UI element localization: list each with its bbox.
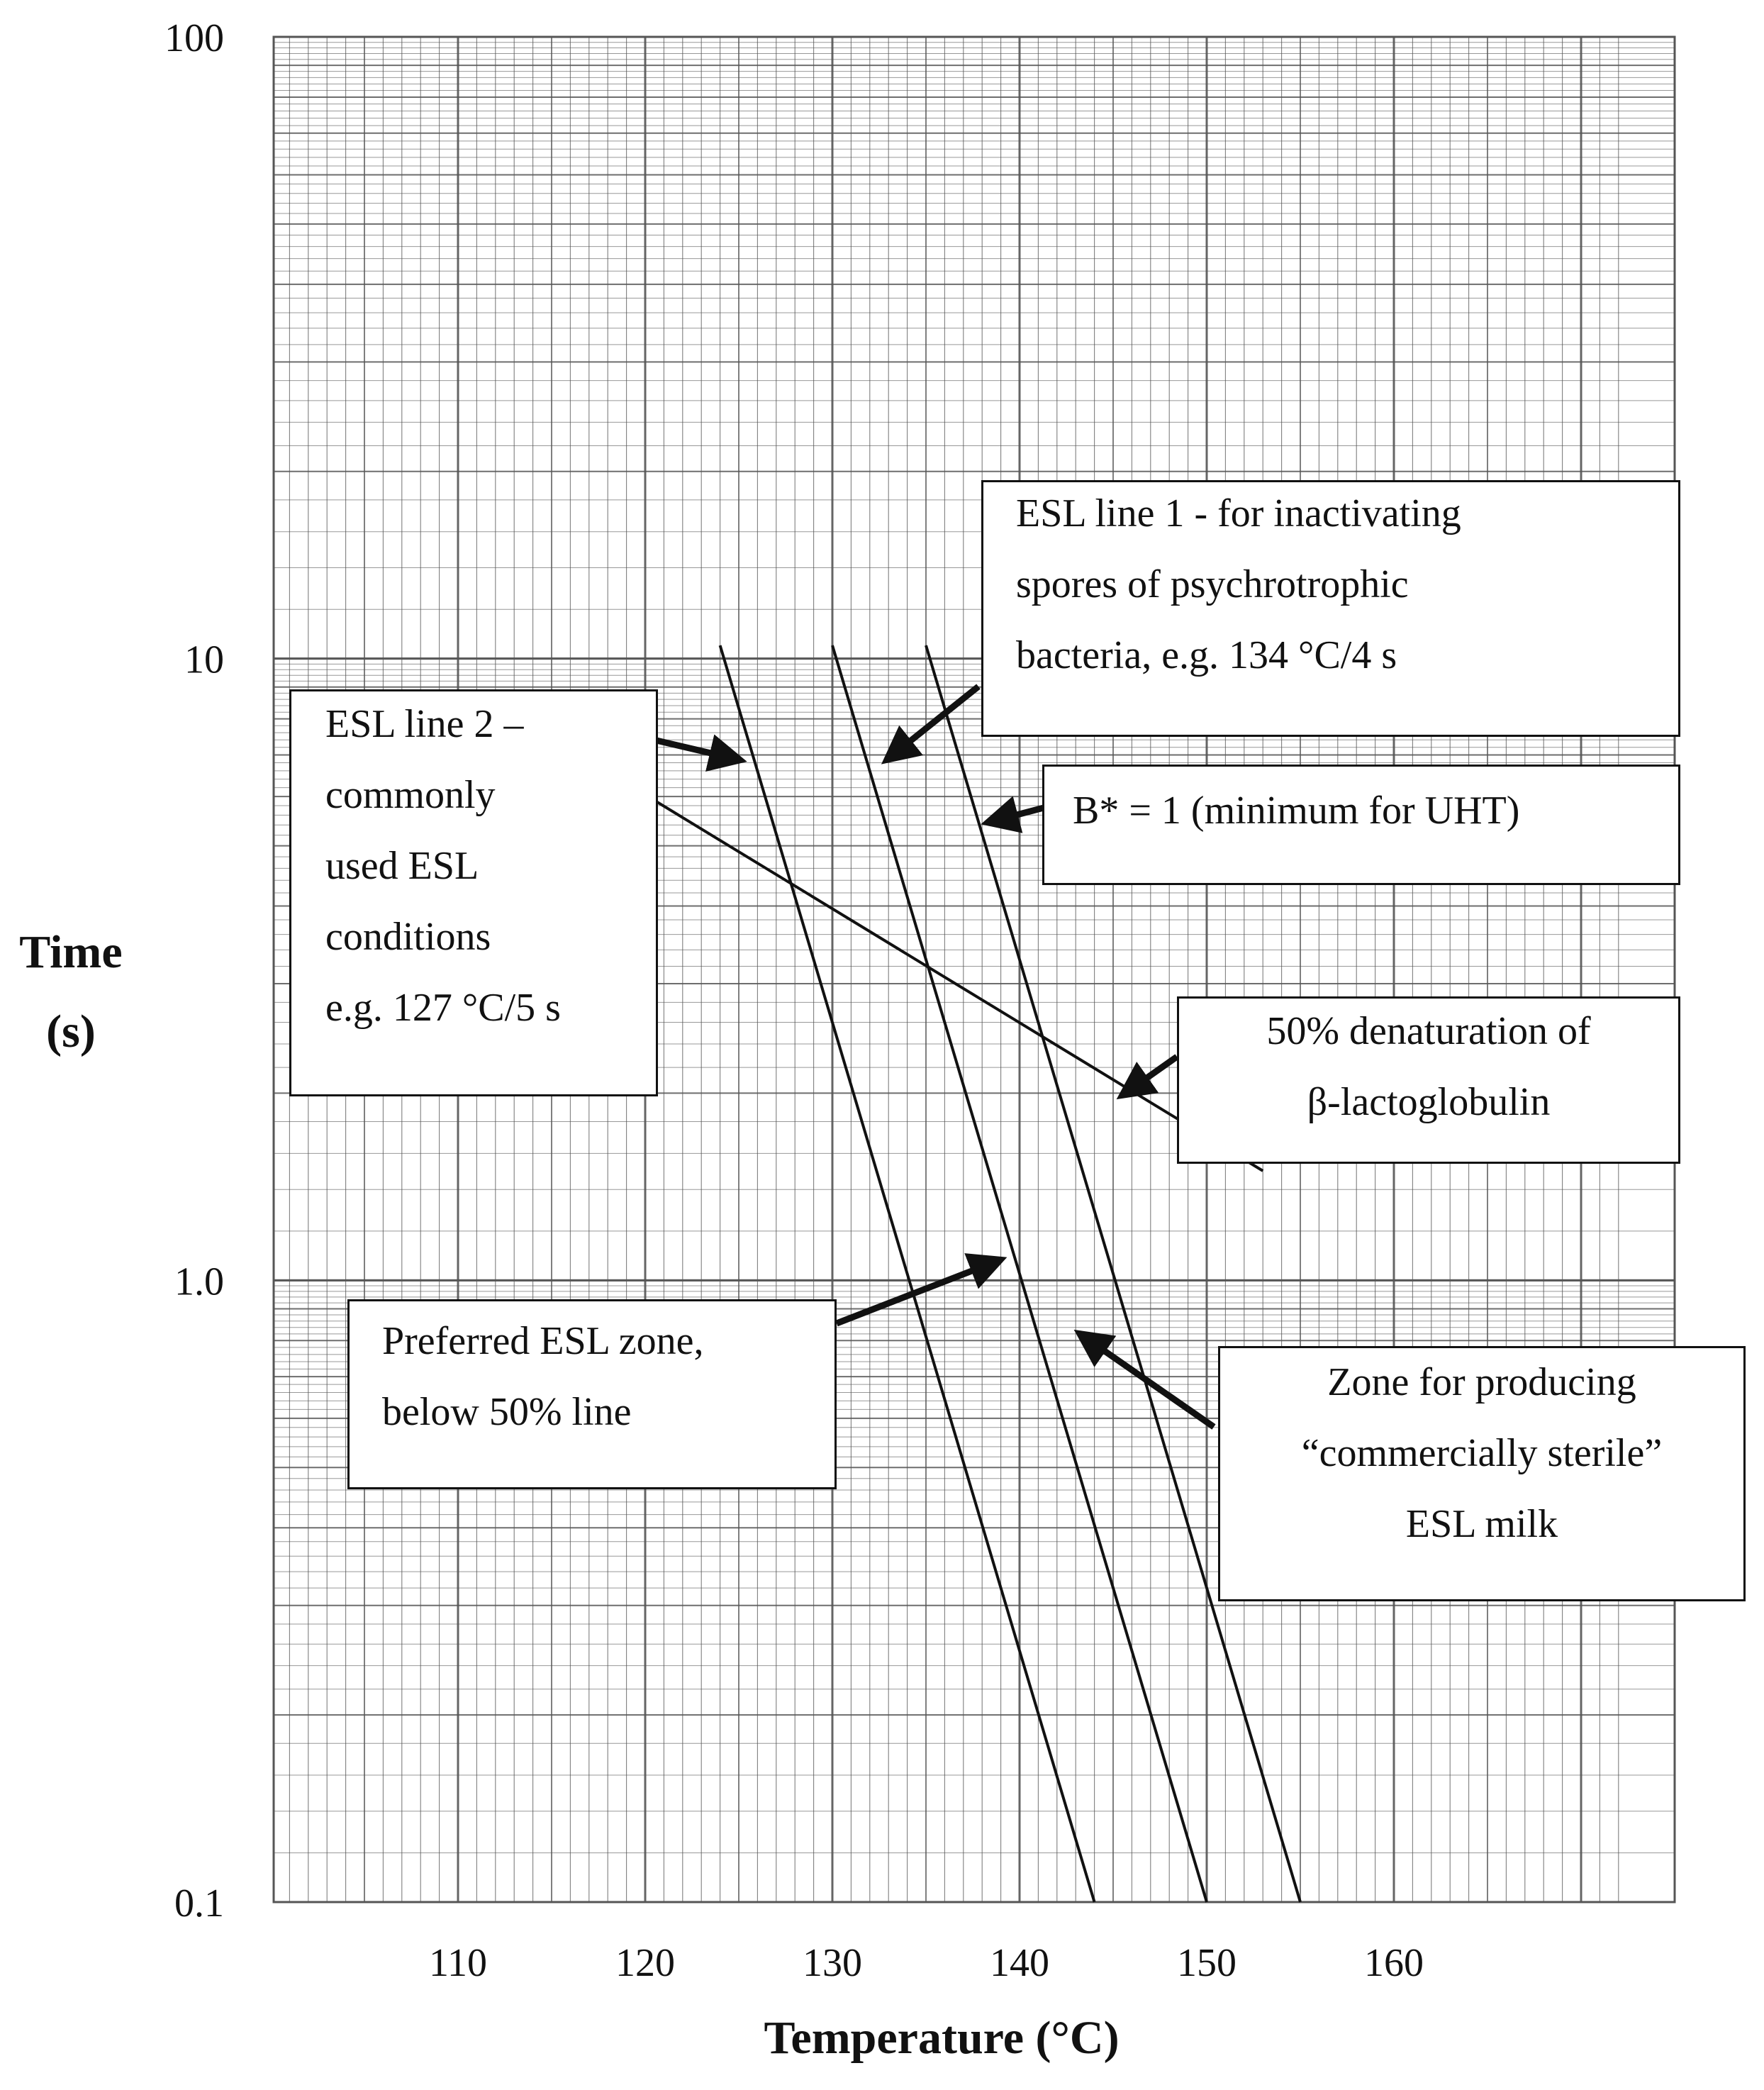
x-tick-label: 160 [1364, 1941, 1424, 1985]
x-tick-label: 140 [990, 1941, 1049, 1985]
y-axis-title-line: Time [19, 926, 123, 978]
annotation-esl-line-1 [981, 480, 1680, 737]
annotation-denaturation [1177, 996, 1680, 1164]
annotation-preferred-zone [347, 1299, 837, 1489]
annotation-b-star [1042, 765, 1680, 885]
annotation-denaturation-text: 50% denaturation of β-lactoglobulin [1266, 1009, 1591, 1124]
x-tick-label: 120 [615, 1941, 675, 1985]
x-tick-label: 110 [429, 1941, 487, 1985]
x-tick-label: 150 [1177, 1941, 1237, 1985]
y-axis-title-line: (s) [46, 1006, 96, 1057]
annotation-b-star-text: B* = 1 (minimum for UHT) [1073, 789, 1520, 833]
arrow-denaturation [1122, 1057, 1177, 1096]
annotation-esl-line-2-text: ESL line 2 – commonly used ESL conditions e.g. 127 °C/5 s [325, 702, 561, 1030]
annotation-esl-line-2 [289, 689, 658, 1096]
annotation-esl-line-1-text: ESL line 1 - for inactivating spores of psychrotrophic bacteria, e.g. 134 °C/4 s [1016, 491, 1461, 677]
annotation-sterile-zone [1218, 1346, 1746, 1601]
arrow-esl-line-1 [886, 687, 978, 760]
y-tick-label: 1.0 [174, 1260, 224, 1304]
annotation-sterile-zone-text: Zone for producing “commercially sterile” ESL milk [1301, 1360, 1663, 1546]
y-tick-label: 0.1 [174, 1881, 224, 1925]
y-tick-label: 100 [164, 16, 224, 60]
y-tick-label: 10 [184, 638, 224, 682]
y-axis-title [19, 926, 122, 1057]
x-axis-title: Temperature (°C) [764, 2012, 1120, 2064]
x-tick-label: 130 [803, 1941, 862, 1985]
annotation-preferred-zone-text: Preferred ESL zone, below 50% line [382, 1319, 704, 1434]
